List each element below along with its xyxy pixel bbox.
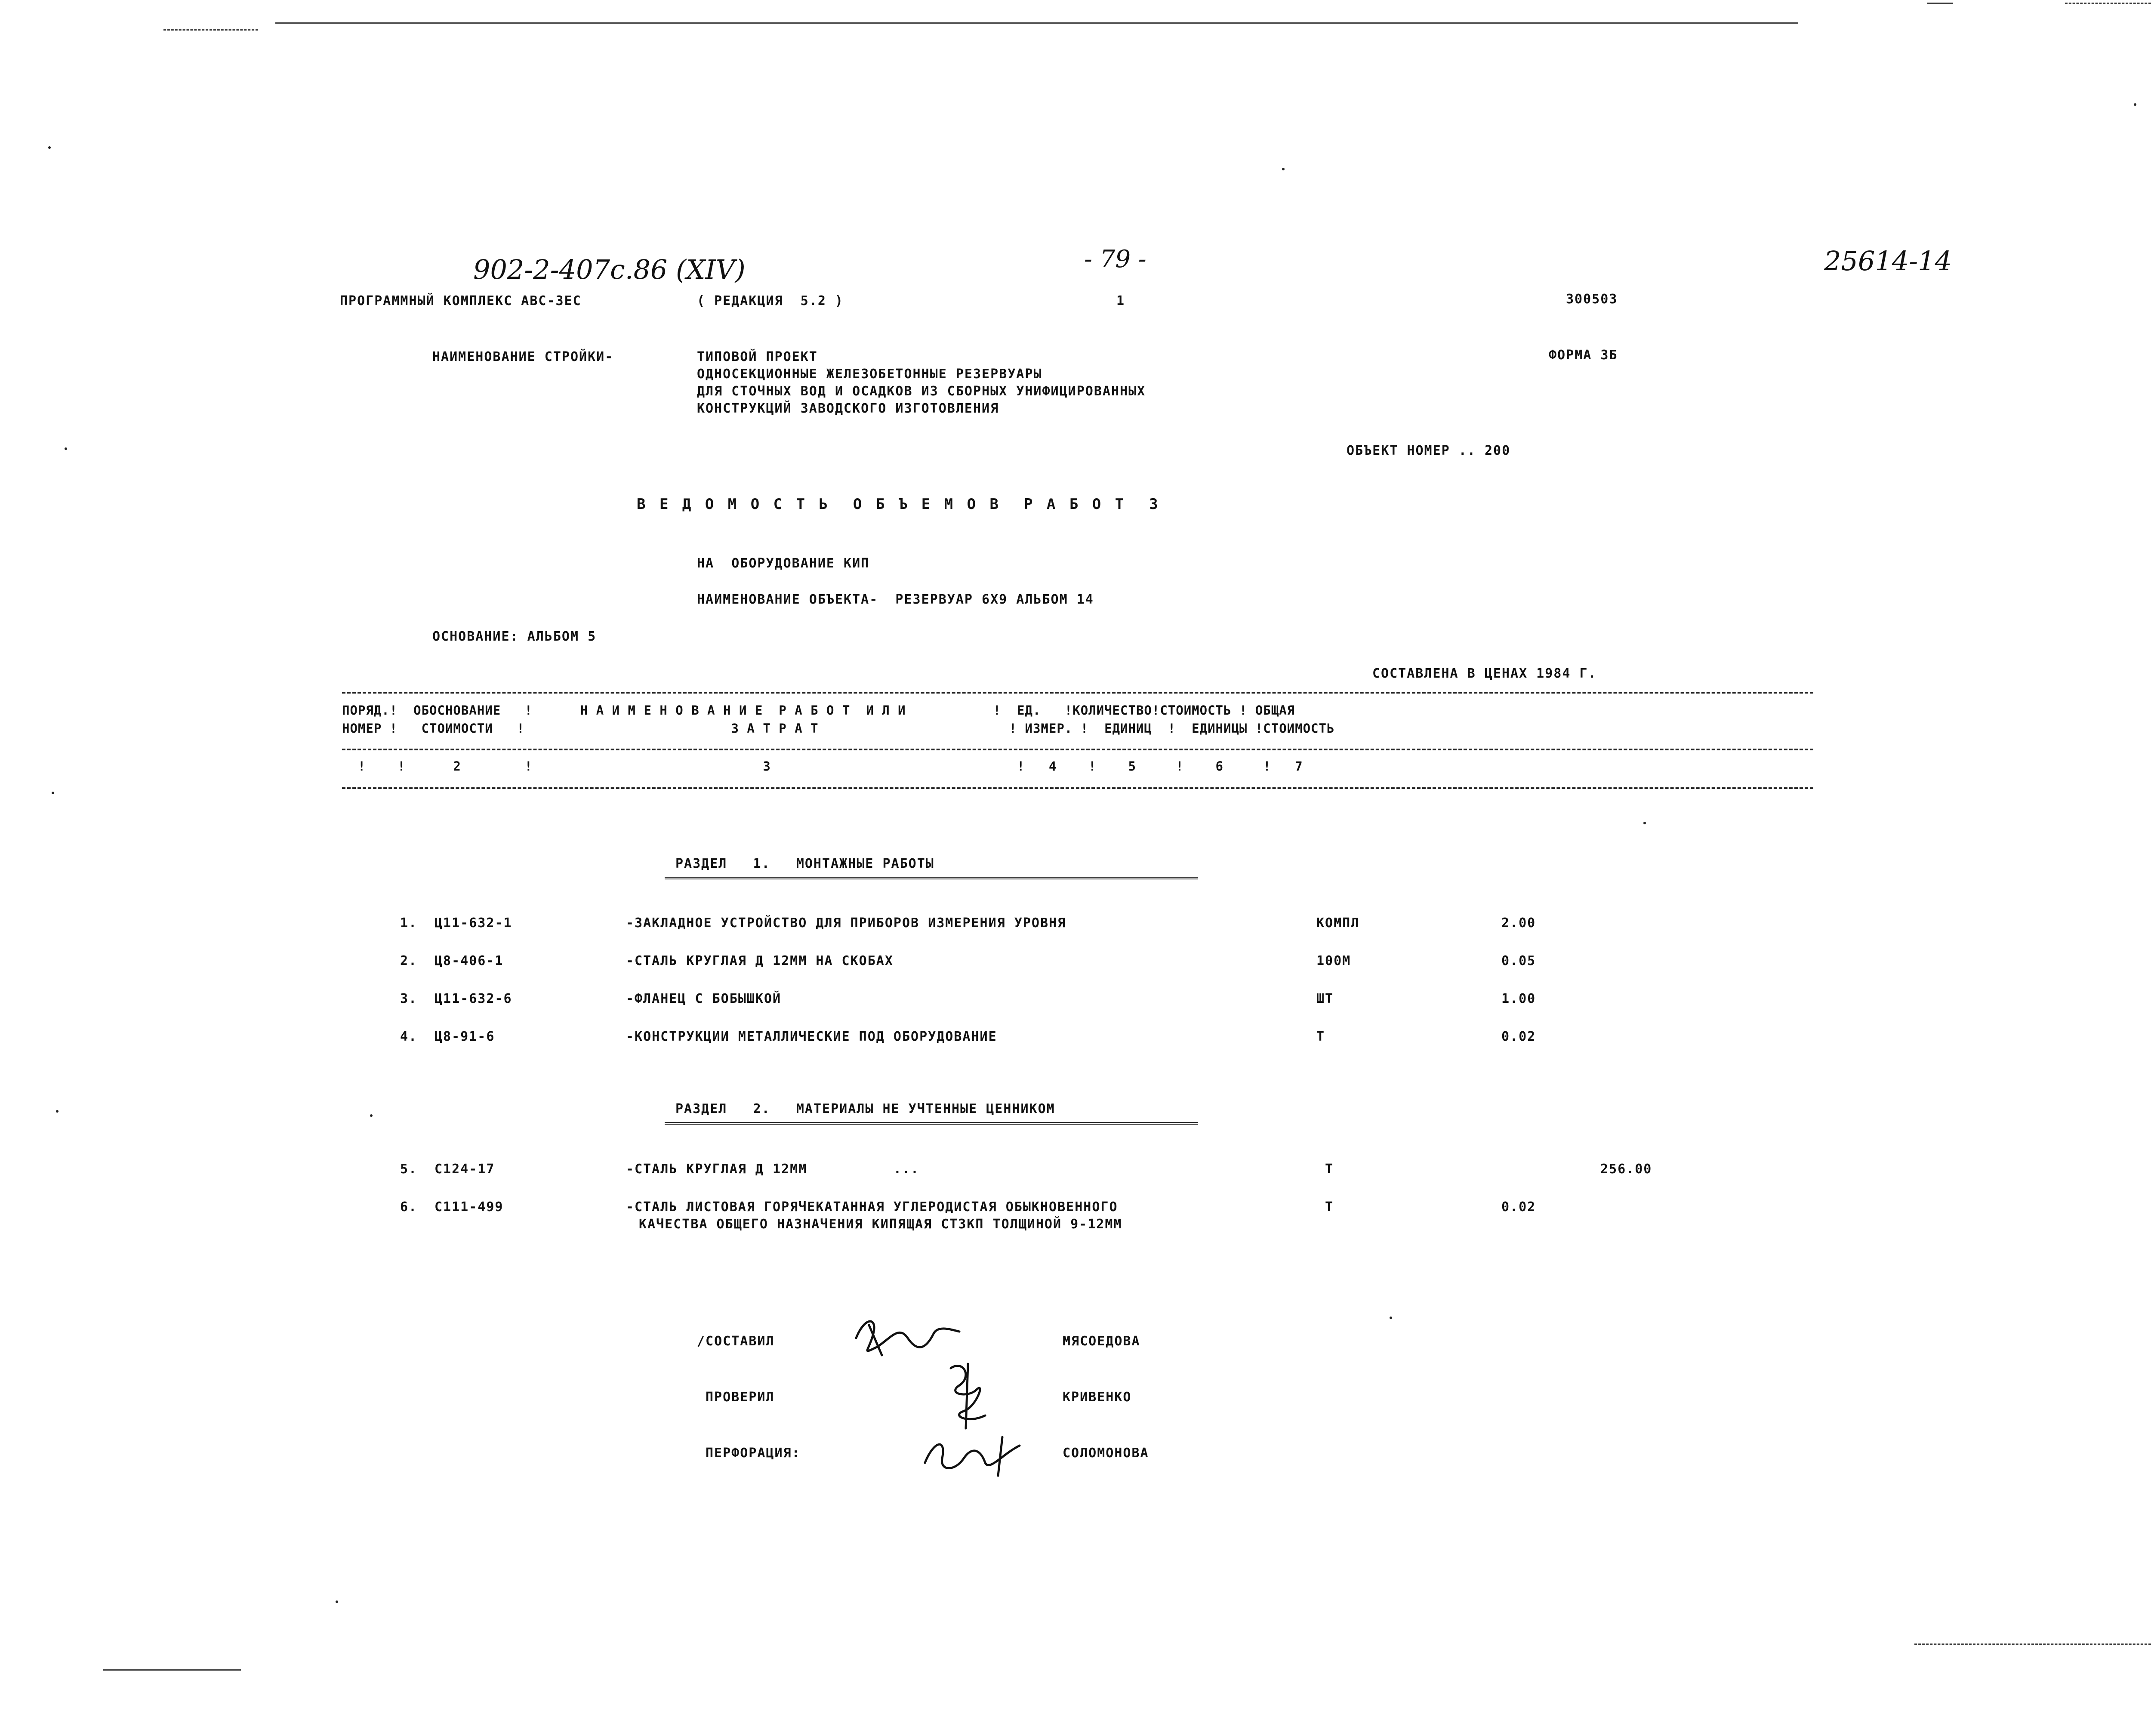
row-number: 2.: [400, 953, 418, 968]
row-code: Ц8-91-6: [435, 1029, 495, 1044]
document-code: 300503: [1566, 292, 1618, 307]
row-number: 4.: [400, 1029, 418, 1044]
page-number-handwritten: - 79 -: [1084, 245, 1146, 273]
row-name: -ЗАКЛАДНОЕ УСТРОЙСТВО ДЛЯ ПРИБОРОВ ИЗМЕРЕНИЯ УРОВНЯ: [626, 916, 1066, 931]
row-name: -ФЛАНЕЦ С БОБЫШКОЙ: [626, 991, 782, 1006]
row-code: Ц11-632-6: [435, 991, 512, 1006]
row-number: 5.: [400, 1162, 418, 1177]
row-quantity: 1.00: [1501, 991, 1536, 1006]
signature-scribble-punching: [916, 1428, 1028, 1484]
top-edge-line: [275, 22, 1798, 24]
row-name: -СТАЛЬ КРУГЛАЯ Д 12ММ ...: [626, 1162, 920, 1177]
row-unit-price: 256.00: [1600, 1162, 1652, 1177]
object-number: ОБЪЕКТ НОМЕР .. 200: [1347, 443, 1511, 458]
scan-speck: [48, 146, 51, 149]
signature-role: /СОСТАВИЛ: [697, 1334, 775, 1349]
construction-line-3: ДЛЯ СТОЧНЫХ ВОД И ОСАДКОВ ИЗ СБОРНЫХ УНИФИЦИРОВАННЫХ: [697, 384, 1146, 399]
scan-speck: [336, 1600, 338, 1603]
row-quantity: 0.02: [1501, 1199, 1536, 1215]
top-edge-line: [2065, 3, 2151, 4]
signature-name: СОЛОМОНОВА: [1063, 1446, 1149, 1461]
scan-speck: [370, 1114, 373, 1117]
object-name: НАИМЕНОВАНИЕ ОБЪЕКТА- РЕЗЕРВУАР 6Х9 АЛЬБОМ 14: [697, 592, 1094, 607]
scan-speck: [1282, 168, 1285, 170]
table-top-rule: [342, 692, 1813, 694]
signature-role: ПРОВЕРИЛ: [706, 1390, 775, 1405]
section-title: РАЗДЕЛ 1. МОНТАЖНЫЕ РАБОТЫ: [675, 856, 934, 871]
archive-number-handwritten: 25614-14: [1824, 245, 1952, 277]
price-basis: СОСТАВЛЕНА В ЦЕНАХ 1984 Г.: [1372, 666, 1597, 681]
table-header-row-1: ПОРЯД.! ОБОСНОВАНИЕ ! Н А И М Е Н О В А Н И Е Р А Б О Т И Л И ! ЕД. !КОЛИЧЕСТВО!СТОИМОСТЬ ! ОБЩАЯ: [342, 703, 1295, 718]
row-unit: 100М: [1316, 953, 1351, 968]
row-unit: ШТ: [1316, 991, 1334, 1006]
section-title: РАЗДЕЛ 2. МАТЕРИАЛЫ НЕ УЧТЕННЫЕ ЦЕННИКОМ: [675, 1101, 1055, 1116]
table-header-rule: [342, 749, 1813, 750]
row-number: 6.: [400, 1199, 418, 1215]
row-code: Ц8-406-1: [435, 953, 504, 968]
row-name: -СТАЛЬ КРУГЛАЯ Д 12ММ НА СКОБАХ: [626, 953, 894, 968]
row-name: -КОНСТРУКЦИИ МЕТАЛЛИЧЕСКИЕ ПОД ОБОРУДОВАНИЕ: [626, 1029, 997, 1044]
scan-speck: [65, 447, 67, 450]
row-code: С111-499: [435, 1199, 504, 1215]
signature-name: МЯСОЕДОВА: [1063, 1334, 1140, 1349]
row-unit: Т: [1316, 1029, 1325, 1044]
table-header-row-2: НОМЕР ! СТОИМОСТИ ! З А Т Р А Т ! ИЗМЕР. ! ЕДИНИЦ ! ЕДИНИЦЫ !СТОИМОСТЬ: [342, 721, 1335, 736]
form-number: ФОРМА 3Б: [1549, 348, 1618, 363]
construction-label: НАИМЕНОВАНИЕ СТРОЙКИ-: [432, 349, 614, 364]
row-name: -СТАЛЬ ЛИСТОВАЯ ГОРЯЧЕКАТАННАЯ УГЛЕРОДИСТАЯ ОБЫКНОВЕННОГО: [626, 1199, 1118, 1215]
top-edge-line: [1927, 3, 1953, 4]
row-name-continued: КАЧЕСТВА ОБЩЕГО НАЗНАЧЕНИЯ КИПЯЩАЯ СТ3КП ТОЛЩИНОЙ 9-12ММ: [639, 1217, 1122, 1232]
program-name: ПРОГРАММНЫЙ КОМПЛЕКС АВС-3ЕС: [340, 293, 582, 308]
section-underline: [665, 1122, 1198, 1125]
sheet-number: 1: [1116, 293, 1125, 308]
section-underline: [665, 877, 1198, 879]
signature-scribble-compiler: [852, 1308, 964, 1368]
row-unit: КОМПЛ: [1316, 916, 1360, 931]
signature-scribble-checker: [925, 1360, 1011, 1433]
table-numbers-rule: [342, 787, 1813, 789]
basis-line: ОСНОВАНИЕ: АЛЬБОМ 5: [432, 629, 597, 644]
project-code-handwritten: 902-2-407c.86 (XIV): [473, 254, 746, 285]
bottom-edge-line: [103, 1669, 241, 1671]
table-column-numbers: ! ! 2 ! 3 ! 4 ! 5 ! 6 ! 7: [342, 759, 1303, 774]
construction-line-4: КОНСТРУКЦИЙ ЗАВОДСКОГО ИЗГОТОВЛЕНИЯ: [697, 401, 999, 416]
row-quantity: 2.00: [1501, 916, 1536, 931]
bottom-edge-line: [1914, 1643, 2151, 1645]
program-edition: ( РЕДАКЦИЯ 5.2 ): [697, 293, 844, 308]
scan-speck: [1390, 1317, 1392, 1319]
construction-line-2: ОДНОСЕКЦИОННЫЕ ЖЕЛЕЗОБЕТОННЫЕ РЕЗЕРВУАРЫ: [697, 367, 1042, 382]
row-number: 3.: [400, 991, 418, 1006]
document-title: В Е Д О М О С Т Ь О Б Ъ Е М О В Р А Б О Т 3: [637, 496, 1161, 513]
signature-role: ПЕРФОРАЦИЯ:: [706, 1446, 801, 1461]
scan-speck: [52, 792, 54, 794]
signature-name: КРИВЕНКО: [1063, 1390, 1132, 1405]
row-code: С124-17: [435, 1162, 495, 1177]
row-unit: Т: [1325, 1199, 1334, 1215]
row-unit: Т: [1325, 1162, 1334, 1177]
scan-speck: [56, 1110, 59, 1113]
equipment-line: НА ОБОРУДОВАНИЕ КИП: [697, 556, 870, 571]
scan-speck: [2134, 103, 2136, 106]
row-quantity: 0.02: [1501, 1029, 1536, 1044]
construction-line-1: ТИПОВОЙ ПРОЕКТ: [697, 349, 818, 364]
scan-speck: [1643, 822, 1646, 824]
row-number: 1.: [400, 916, 418, 931]
top-edge-line: [163, 29, 258, 31]
row-quantity: 0.05: [1501, 953, 1536, 968]
row-code: Ц11-632-1: [435, 916, 512, 931]
